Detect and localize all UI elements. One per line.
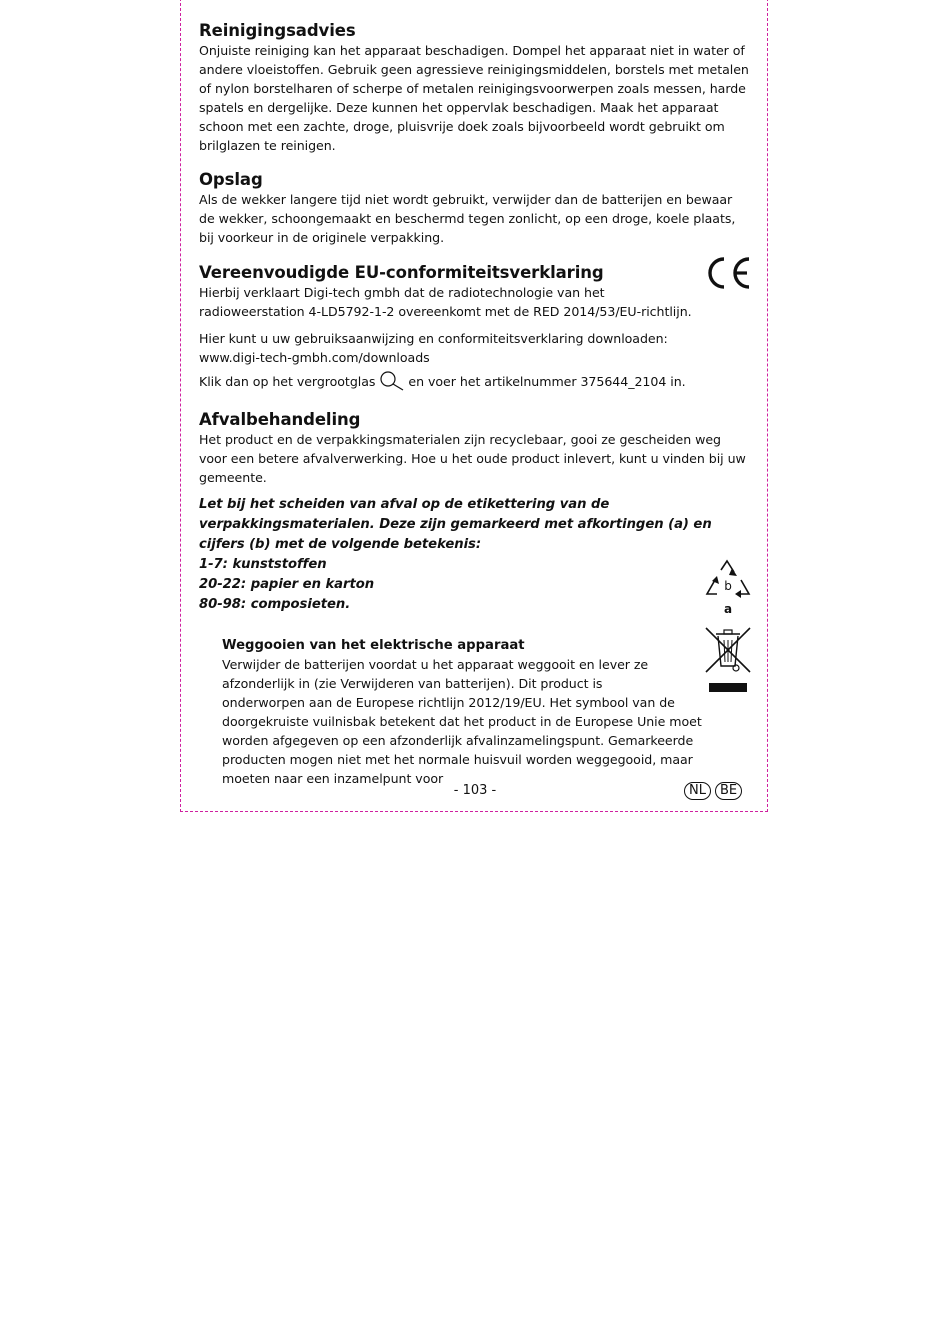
waste-code-paper: 20-22: papier en karton — [199, 577, 375, 592]
waste-code-composite: 80-98: composieten. — [199, 597, 351, 612]
language-badge-be: BE — [715, 782, 742, 800]
eu-download-url: www.digi-tech-gmbh.com/downloads — [199, 350, 430, 365]
language-badge-nl: NL — [684, 782, 711, 800]
click-text-after: en voer het artikelnummer 375644_2104 in. — [408, 374, 686, 389]
storage-body: Als de wekker langere tijd niet wordt gebruikt, verwijder dan de batterijen en bewaar de wekker, schoongemaakt en beschermd tegen zonlicht, op een droge, koele plaats, bij voorkeur in de originele verpakking. — [199, 192, 736, 245]
waste-body: Het product en de verpakkingsmaterialen zijn recyclebaar, gooi ze gescheiden weg voor een betere afvalverwerking. Hoe u het oude product inlevert, kunt u vinden bij uw gemeente. — [199, 432, 746, 485]
disposal-heading: Weggooien van het elektrische apparaat — [222, 638, 525, 653]
eu-download-line: Hier kunt u uw gebruiksaanwijzing en conformiteitsverklaring downloaden: — [199, 331, 668, 346]
recycle-label-b: b — [724, 579, 732, 593]
page-number: - 103 - — [453, 783, 497, 798]
ce-mark-icon — [705, 256, 751, 294]
recycle-triangle-icon — [703, 558, 753, 622]
waste-code-plastic: 1-7: kunststoffen — [199, 557, 327, 572]
cleaning-heading: Reinigingsadvies — [199, 21, 356, 40]
crossed-out-bin-icon — [704, 626, 752, 698]
section-cleaning — [199, 21, 751, 155]
storage-heading: Opslag — [199, 170, 263, 189]
eu-heading: Vereenvoudigde EU-conformiteitsverklaring — [199, 263, 604, 282]
waste-heading: Afvalbehandeling — [199, 410, 361, 429]
section-waste — [199, 410, 751, 615]
eu-click-line — [199, 371, 751, 396]
section-eu-declaration — [199, 263, 751, 396]
waste-notice: Let bij het scheiden van afval op de etikettering van de verpakkingsmaterialen. Deze zijn gemarkeerd met afkortingen (a) en cijfers (b) met de volgende betekenis: — [199, 497, 712, 552]
language-badges — [684, 782, 742, 800]
magnifier-icon — [378, 371, 406, 396]
cleaning-body: Onjuiste reiniging kan het apparaat beschadigen. Dompel het apparaat niet in water of andere vloeistoffen. Gebruik geen agressieve reinigingsmiddelen, borstels met metalen of nylon borstelharen of scherpe of metalen reinigingsvoorwerpen zoals messen, harde spatels en dergelijke. Deze kunnen het oppervlak beschadigen. Maak het apparaat schoon met een zachte, droge, pluisvrije doek zoals bijvoorbeeld wordt gebruikt om brilglazen te reinigen. — [199, 43, 749, 153]
eu-body: Hierbij verklaart Digi-tech gmbh dat de radiotechnologie van het radioweerstation 4-LD5792-1-2 overeenkomt met de RED 2014/53/EU-richtlijn. — [199, 285, 692, 319]
disposal-body: Verwijder de batterijen voordat u het apparaat weggooit en lever ze afzonderlijk in (zie Verwijderen van batterijen). Dit product is onderworpen aan de Europese richtlijn 2012/19/EU. Het symbool van de doorgekruiste vuilnisbak betekent dat het product in de Europese Unie moet worden afgegeven op een afzonderlijk afvalinzamelingspunt. Gemarkeerde producten mogen niet met het normale huisvuil worden weggegooid, maar moeten naar een inzamelpunt voor — [222, 657, 702, 786]
section-disposal — [222, 636, 742, 788]
section-storage — [199, 170, 751, 247]
recycle-label-a: a — [723, 602, 733, 616]
click-text-before: Klik dan op het vergrootglas — [199, 374, 376, 389]
